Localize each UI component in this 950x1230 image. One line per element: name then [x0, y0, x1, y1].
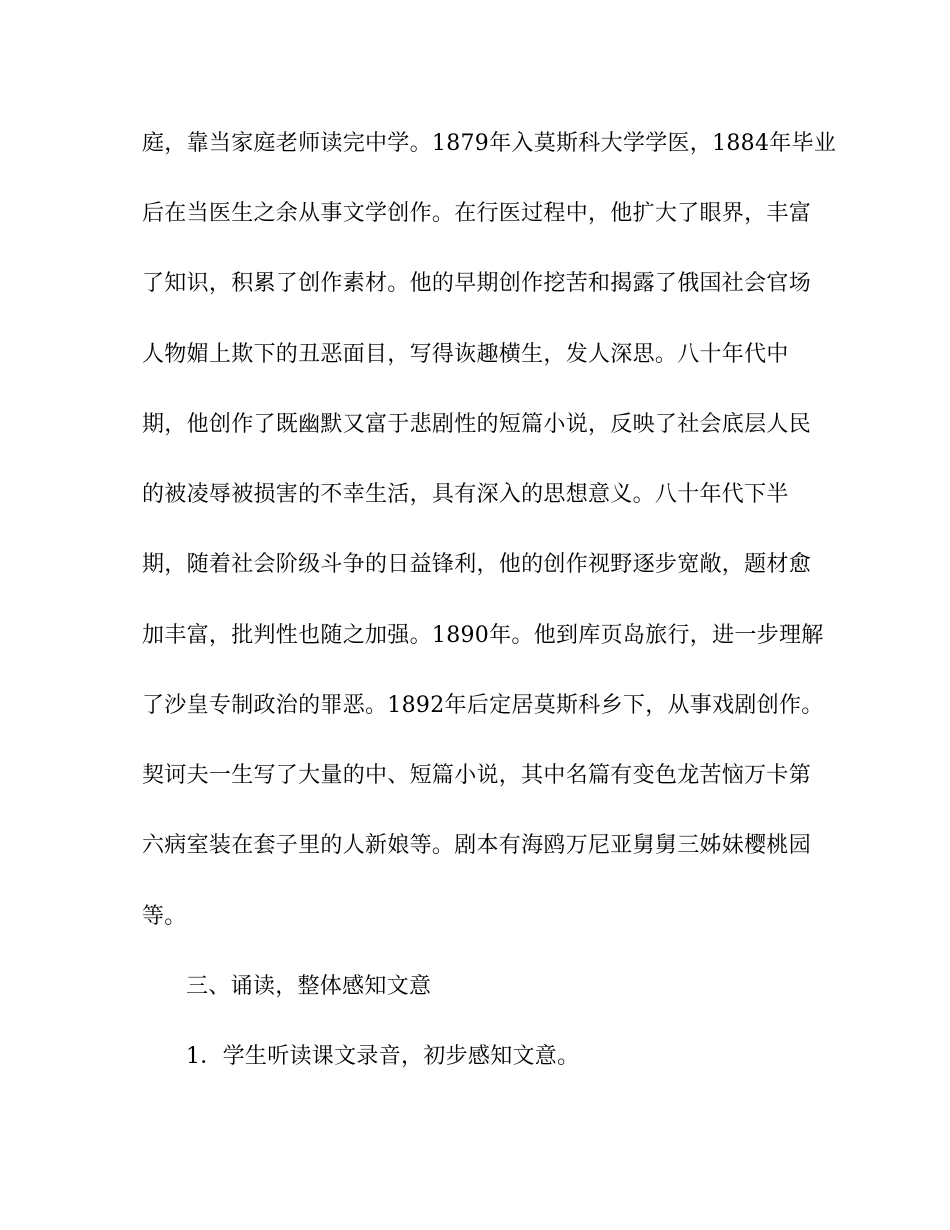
paragraph-line-8: 加丰富，批判性也随之加强。1890年。他到库页岛旅行，进一步理解: [142, 623, 824, 648]
paragraph-line-12: 等。: [142, 904, 187, 929]
paragraph-line-11: 六病室装在套子里的人新娘等。剧本有海鸥万尼亚舅舅三姊妹樱桃园: [142, 833, 812, 858]
paragraph-line-4: 人物媚上欺下的丑恶面目，写得诙趣横生，发人深思。八十年代中: [142, 342, 789, 367]
paragraph-line-9: 了沙皇专制政治的罪恶。1892年后定居莫斯科乡下，从事戏剧创作。: [142, 693, 824, 718]
section-heading: 三、诵读，整体感知文意: [186, 974, 432, 999]
list-item: 1．学生听读课文录音，初步感知文意。: [186, 1044, 580, 1069]
paragraph-line-3: 了知识，积累了创作素材。他的早期创作挖苦和揭露了俄国社会官场: [142, 271, 812, 296]
paragraph-line-7: 期，随着社会阶级斗争的日益锋利，他的创作视野逐步宽敞，题材愈: [142, 552, 812, 577]
paragraph-line-1: 庭，靠当家庭老师读完中学。1879年入莫斯科大学学医，1884年毕业: [142, 131, 837, 156]
paragraph-line-2: 后在当医生之余从事文学创作。在行医过程中，他扩大了眼界，丰富: [142, 201, 812, 226]
paragraph-line-5: 期，他创作了既幽默又富于悲剧性的短篇小说，反映了社会底层人民: [142, 412, 812, 437]
paragraph-line-6: 的被凌辱被损害的不幸生活，具有深入的思想意义。八十年代下半: [142, 482, 789, 507]
paragraph-line-10: 契诃夫一生写了大量的中、短篇小说，其中名篇有变色龙苦恼万卡第: [142, 763, 812, 788]
